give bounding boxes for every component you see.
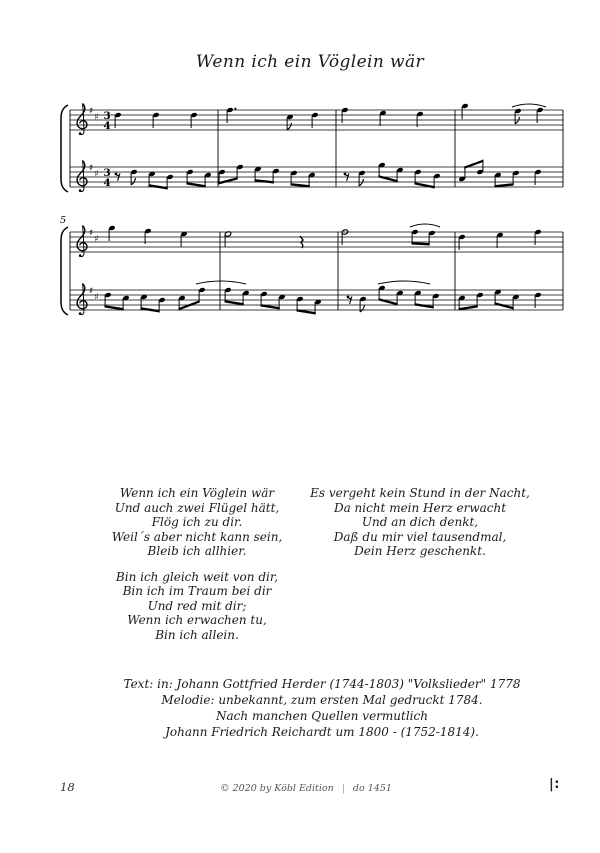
lyric-line: Bin ich gleich weit von dir, [115,569,279,584]
svg-text:♯: ♯ [94,234,99,245]
lyric-line: Und red mit dir; [147,598,247,613]
music-system-2 [60,215,563,315]
lyric-line: Bin ich im Traum bei dir [122,584,272,598]
lyric-line: Es vergeht kein Stund in der Nacht, [310,486,530,500]
lyric-line: Da nicht mein Herz erwacht [333,500,507,515]
svg-text:♯: ♯ [94,169,99,180]
lyric-line: Flög ich zu dir. [151,515,243,529]
lyric-line: Und auch zwei Flügel hätt, [114,500,280,515]
lyric-line: Wenn ich ein Vöglein wär [119,486,275,500]
svg-text:♯: ♯ [88,163,94,174]
svg-text:♯: ♯ [88,286,94,297]
svg-text:♯: ♯ [94,112,99,123]
svg-text:♯: ♯ [88,228,94,239]
page-footer [0,777,600,810]
attribution-line: Nach manchen Quellen vermutlich [216,709,428,723]
copyright-line [0,783,600,794]
svg-text:5: 5 [60,215,67,226]
music-system-1 [61,103,563,192]
attribution-line: Text: in: Johann Gottfried Herder (1744-1803) "Volkslieder" 1778 [123,677,521,691]
verse-1 [77,486,317,559]
lyric-line: Daß du mir viel tausendmal, [333,529,507,544]
music-notation [0,0,600,360]
svg-text:3: 3 [103,167,111,179]
lyric-line: Bin ich allein. [155,627,239,642]
attribution-line: Melodie: unbekannt, zum ersten Mal gedruckt 1784. [161,693,483,707]
lyrics-block [0,486,600,666]
svg-text:4: 4 [103,120,111,132]
catalog-number: do 1451 [352,782,392,794]
copyright-text: © 2020 by Köbl Edition [220,782,334,794]
verse-3 [300,486,540,559]
lyric-line: Wenn ich erwachen tu, [127,613,267,627]
lyrics-column-right [300,486,540,570]
verse-2 [77,570,317,643]
lyric-line: Dein Herz geschenkt. [354,544,486,558]
footer-separator: | [341,782,345,794]
page-number: 18 [60,780,75,794]
svg-text:♯: ♯ [94,292,99,303]
svg-text:4: 4 [103,177,111,189]
svg-text:3: 3 [103,110,111,122]
page-title: Wenn ich ein Vöglein wär [195,52,425,72]
lyrics-column-left [77,486,317,653]
attribution-line: Johann Friedrich Reichardt um 1800 - (1752-1814). [165,725,479,739]
svg-text:♯: ♯ [88,106,94,117]
lyric-line: Weil´s aber nicht kann sein, [111,529,283,544]
lyric-line: Und an dich denkt, [361,515,479,529]
attribution-block [22,676,600,740]
lyric-line: Bleib ich allhier. [147,544,247,558]
repeat-mark-icon: |: [549,777,560,792]
